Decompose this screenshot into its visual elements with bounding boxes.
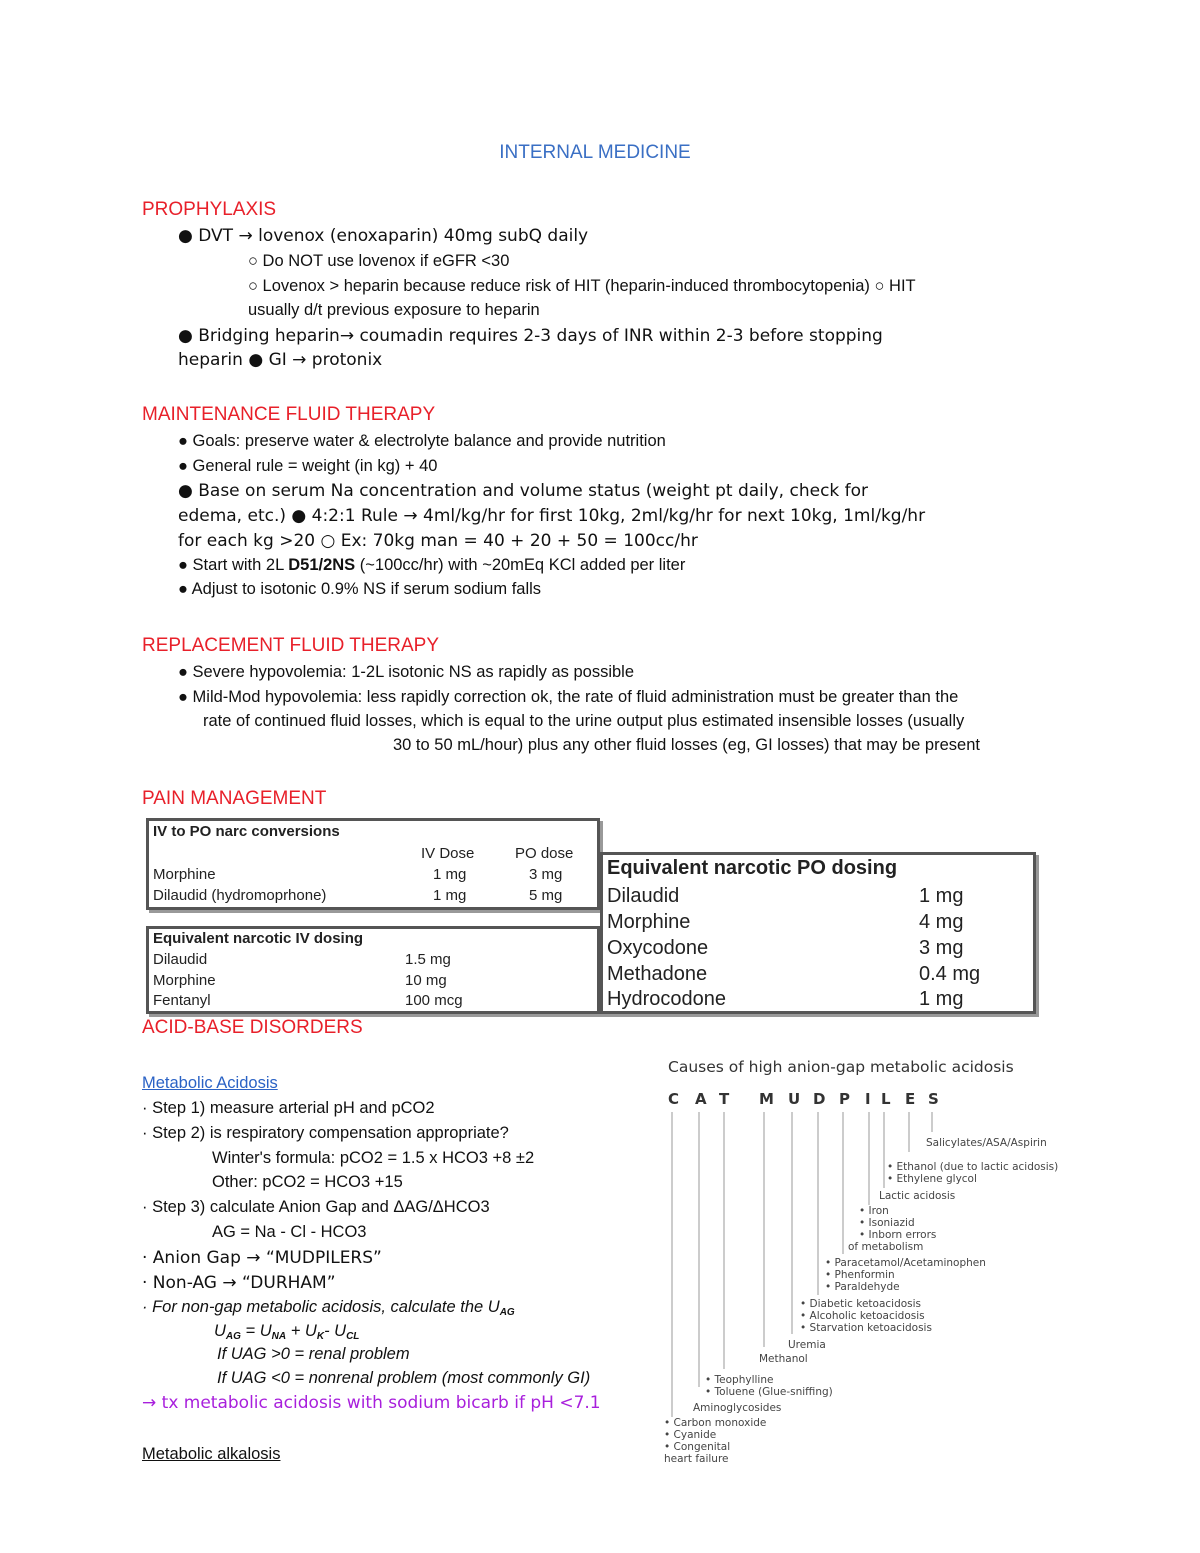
iv-row-drug: Fentanyl — [153, 992, 211, 1009]
acidbase-uag-formula: $U_{AG} = U_{NA} + U_K-$ $U_{CL}$ — [214, 1322, 360, 1342]
acidbase-uag-negative: If UAG <0 = nonrenal problem (most commonly GI) — [217, 1369, 591, 1387]
mudpiles-diagram — [655, 1052, 1095, 1472]
cause-uremia: Uremia — [788, 1339, 826, 1351]
cause-salicylates: Salicylates/ASA/Aspirin — [926, 1137, 1047, 1149]
replacement-mild-1: ● Mild-Mod hypovolemia: less rapidly correction ok, the rate of fluid administration must be greater than the — [178, 688, 959, 706]
mudpiles-letter: I — [865, 1090, 871, 1108]
po-row-drug: Hydrocodone — [607, 988, 726, 1010]
po-row-dose: 0.4 mg — [919, 963, 981, 985]
iv-row-dose: 1.5 mg — [405, 951, 451, 968]
iv-po-conversion-table — [146, 818, 600, 910]
prophylaxis-heading: PROPHYLAXIS — [142, 199, 277, 220]
po-row-dose: 3 mg — [919, 937, 964, 959]
po-table-title: Equivalent narcotic PO dosing — [607, 857, 898, 879]
iv-row-drug: Morphine — [153, 972, 216, 989]
mudpiles-title: Causes of high anion-gap metabolic acidosis — [668, 1058, 1014, 1076]
page-title: INTERNAL MEDICINE — [499, 142, 691, 163]
acidbase-uag-positive: If UAG >0 = renal problem — [217, 1345, 410, 1363]
mudpiles-letter: L — [881, 1090, 891, 1108]
maintenance-adjust: ● Adjust to isotonic 0.9% NS if serum sodium falls — [178, 580, 542, 598]
conv-row-drug: Morphine — [153, 866, 216, 883]
maintenance-heading: MAINTENANCE FLUID THERAPY — [142, 404, 436, 425]
po-row-dose: 4 mg — [919, 911, 964, 933]
maintenance-rule: ● General rule = weight (in kg) + 40 — [178, 457, 438, 475]
prophylaxis-dvt-egfr: ○ Do NOT use lovenox if eGFR <30 — [248, 252, 510, 270]
conv-row-drug: Dilaudid (hydromoprhone) — [153, 887, 327, 904]
cause-inborn-errors: • Inborn errors — [859, 1229, 937, 1241]
mudpiles-letter: P — [839, 1090, 850, 1108]
po-row-drug: Oxycodone — [607, 937, 709, 959]
cause-ska: • Starvation ketoacidosis — [800, 1322, 932, 1334]
conv-row-iv: 1 mg — [433, 887, 467, 904]
acidbase-heading: ACID-BASE DISORDERS — [142, 1017, 363, 1038]
mudpiles-letter: D — [813, 1090, 826, 1108]
prophylaxis-dvt-hit-1: ○ Lovenox > heparin because reduce risk of HIT (heparin-induced thrombocytopenia) ○ HIT — [248, 277, 916, 295]
po-dosing-table — [600, 852, 1036, 1014]
iv-row-dose: 100 mcg — [405, 992, 463, 1009]
acidbase-ag: AG = Na - Cl - HCO3 — [212, 1223, 367, 1241]
mudpiles-letter: E — [905, 1090, 916, 1108]
prophylaxis-bridging-2: heparin ● GI → protonix — [178, 350, 383, 370]
po-row-drug: Dilaudid — [607, 885, 680, 907]
replacement-mild-2: rate of continued fluid losses, which is equal to the urine output plus estimated insensible losses (usually — [203, 712, 965, 730]
conv-header-iv: IV Dose — [421, 845, 475, 862]
cause-theophylline: • Teophylline — [705, 1374, 774, 1386]
conv-row-po: 3 mg — [529, 866, 563, 883]
iv-row-drug: Dilaudid — [153, 951, 208, 968]
po-row-dose: 1 mg — [919, 988, 964, 1010]
iv-table-title: Equivalent narcotic IV dosing — [153, 930, 364, 947]
mudpiles-letter: M — [759, 1090, 774, 1108]
prophylaxis-bridging-1: ● Bridging heparin→ coumadin requires 2-3 days of INR within 2-3 before stopping — [178, 326, 883, 346]
cause-toluene: • Toluene (Glue-sniffing) — [705, 1386, 833, 1398]
maintenance-base-2: edema, etc.) ● 4:2:1 Rule → 4ml/kg/hr for first 10kg, 2ml/kg/hr for next 10kg, 1ml/kg/hr — [178, 506, 926, 526]
acidbase-winters: Winter's formula: pCO2 = 1.5 x HCO3 +8 ±2 — [212, 1149, 535, 1167]
cause-aminoglycosides: Aminoglycosides — [693, 1402, 782, 1414]
conv-row-iv: 1 mg — [433, 866, 467, 883]
prophylaxis-dvt-hit-2: usually d/t previous exposure to heparin — [248, 301, 540, 319]
cause-isoniazid: • Isoniazid — [859, 1217, 915, 1229]
cause-iron: • Iron — [859, 1205, 889, 1217]
cause-ethanol: • Ethanol (due to lactic acidosis) — [887, 1161, 1059, 1173]
cause-cyanide: • Cyanide — [664, 1429, 717, 1441]
metabolic-acidosis-link[interactable]: Metabolic Acidosis — [142, 1074, 278, 1092]
pain-heading: PAIN MANAGEMENT — [142, 788, 327, 809]
cause-paracetamol: • Paracetamol/Acetaminophen — [825, 1257, 986, 1269]
po-row-drug: Morphine — [607, 911, 691, 933]
conv-header-po: PO dose — [515, 845, 574, 862]
cause-paraldehyde: • Paraldehyde — [825, 1281, 900, 1293]
conv-row-po: 5 mg — [529, 887, 563, 904]
cause-aka: • Alcoholic ketoacidosis — [800, 1310, 925, 1322]
conv-table-title: IV to PO narc conversions — [153, 823, 340, 840]
maintenance-base-3: for each kg >20 ○ Ex: 70kg man = 40 + 20 + 50 = 100cc/hr — [178, 531, 698, 551]
maintenance-base-1: ● Base on serum Na concentration and volume status (weight pt daily, check for — [178, 481, 869, 501]
cause-heart-failure: heart failure — [664, 1453, 729, 1465]
acidbase-anion-gap: · Anion Gap → “MUDPILERS” — [142, 1248, 382, 1268]
cause-methanol: Methanol — [759, 1353, 808, 1365]
acidbase-treatment: → tx metabolic acidosis with sodium bicarb if pH <7.1 — [142, 1393, 601, 1413]
po-row-dose: 1 mg — [919, 885, 964, 907]
maintenance-goals: ● Goals: preserve water & electrolyte balance and provide nutrition — [178, 432, 666, 450]
mudpiles-letter: C — [668, 1090, 680, 1108]
acidbase-step3: · Step 3) calculate Anion Gap and ΔAG/ΔHCO3 — [142, 1198, 490, 1216]
prophylaxis-dvt: ● DVT → lovenox (enoxaparin) 40mg subQ daily — [178, 226, 589, 246]
cause-dka: • Diabetic ketoacidosis — [800, 1298, 922, 1310]
cause-lactic-acidosis: Lactic acidosis — [879, 1190, 956, 1202]
cause-carbon-monoxide: • Carbon monoxide — [664, 1417, 767, 1429]
replacement-severe: ● Severe hypovolemia: 1-2L isotonic NS as rapidly as possible — [178, 663, 634, 681]
maintenance-start: ● Start with 2L D51/2NS (~100cc/hr) with ~20mEq KCl added per liter — [178, 556, 686, 574]
cause-inborn-errors-2: of metabolism — [848, 1241, 924, 1253]
acidbase-step2: · Step 2) is respiratory compensation appropriate? — [142, 1124, 509, 1142]
mudpiles-letter: T — [719, 1090, 730, 1108]
acidbase-non-ag: · Non-AG → “DURHAM” — [142, 1273, 336, 1293]
cause-congenital: • Congenital — [664, 1441, 731, 1453]
mudpiles-letter: S — [928, 1090, 939, 1108]
replacement-heading: REPLACEMENT FLUID THERAPY — [142, 635, 440, 656]
mudpiles-letter: U — [788, 1090, 801, 1108]
acidbase-other: Other: pCO2 = HCO3 +15 — [212, 1173, 403, 1191]
mudpiles-letter: A — [695, 1090, 707, 1108]
cause-ethylene-glycol: • Ethylene glycol — [887, 1173, 977, 1185]
po-row-drug: Methadone — [607, 963, 708, 985]
acidbase-nongap: · For non-gap metabolic acidosis, calculate the $U_{AG}$ — [142, 1298, 515, 1318]
acidbase-step1: · Step 1) measure arterial pH and pCO2 — [142, 1099, 435, 1117]
cause-phenformin: • Phenformin — [825, 1269, 895, 1281]
iv-row-dose: 10 mg — [405, 972, 447, 989]
iv-dosing-table — [146, 926, 600, 1014]
metabolic-alkalosis-heading: Metabolic alkalosis — [142, 1445, 281, 1463]
replacement-mild-3: 30 to 50 mL/hour) plus any other fluid losses (eg, GI losses) that may be present — [393, 736, 980, 754]
